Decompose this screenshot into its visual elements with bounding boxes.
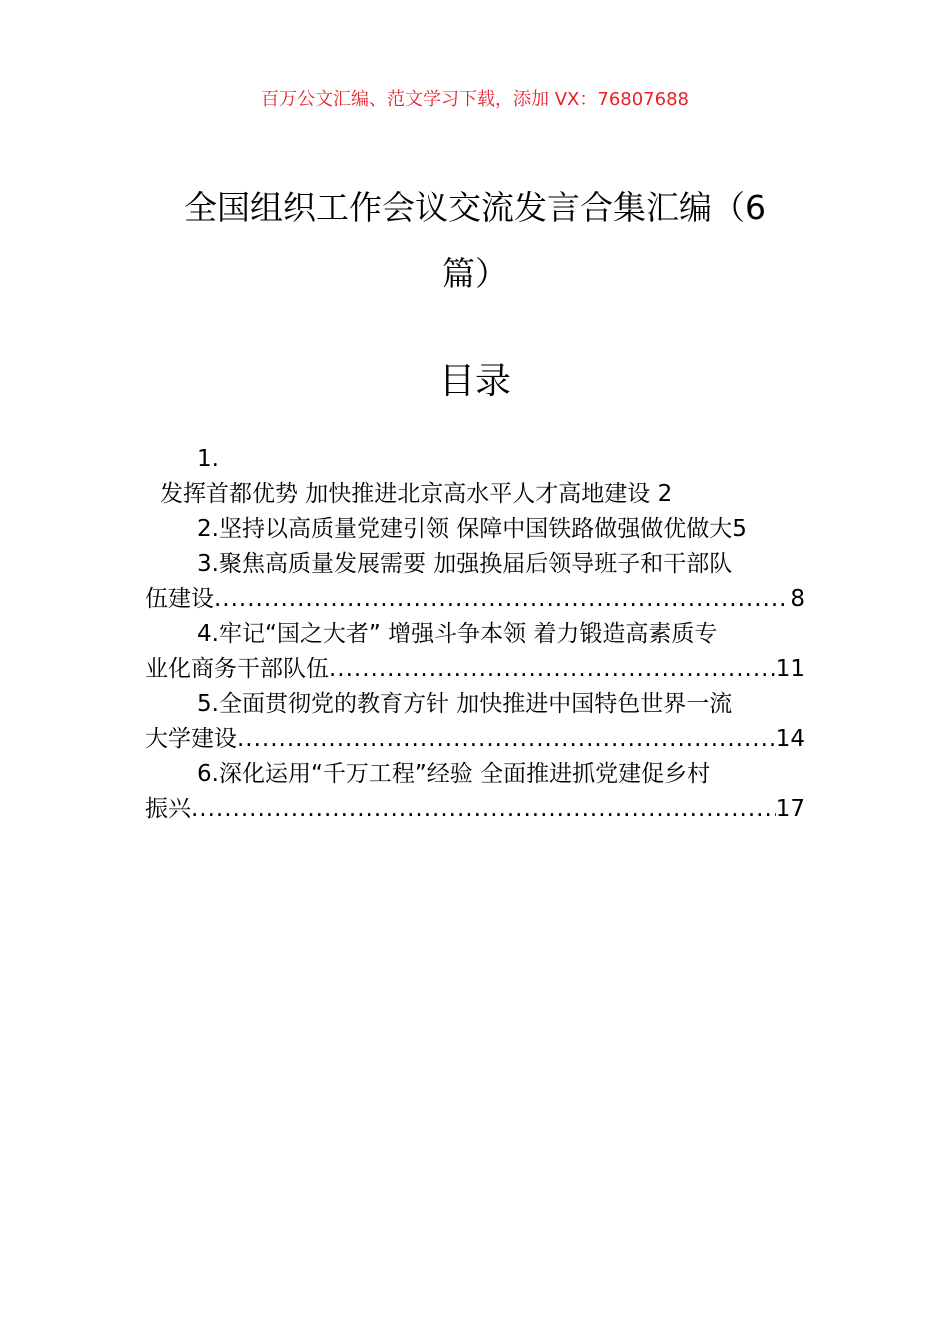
dot-leader bbox=[191, 792, 776, 827]
doc-title-line2: 篇） bbox=[442, 254, 508, 293]
toc-entry-3-line1[interactable]: 3.聚焦高质量发展需要 加强换届后领导班子和干部队 bbox=[197, 551, 733, 577]
toc-entry-4-line1[interactable]: 4.牢记“国之大者” 增强斗争本领 着力锻造高素质专 bbox=[197, 621, 718, 647]
toc-entry-title: 业化商务干部队伍 bbox=[145, 656, 329, 682]
toc-entry-title: 振兴 bbox=[145, 796, 191, 822]
toc-entry-6-line1[interactable]: 6.深化运用“千万工程”经验 全面推进抓党建促乡村 bbox=[197, 761, 711, 787]
dot-leader bbox=[214, 582, 790, 617]
toc-entry-page: 2 bbox=[657, 481, 673, 507]
toc-entry-page: 8 bbox=[790, 586, 805, 612]
toc-entry-title: 2.坚持以高质量党建引领 保障中国铁路做强做优做大 bbox=[197, 516, 733, 542]
toc-entry-3[interactable] bbox=[145, 582, 805, 617]
dot-leader bbox=[237, 722, 776, 757]
toc-entry-page: 17 bbox=[775, 796, 805, 822]
toc-entry-title: 大学建设 bbox=[145, 726, 237, 752]
dot-leader bbox=[329, 652, 776, 687]
doc-title-line1: 全国组织工作会议交流发言合集汇编（6 bbox=[184, 188, 766, 227]
toc-entry-1[interactable] bbox=[160, 477, 820, 512]
toc-entry-6[interactable] bbox=[145, 792, 805, 827]
toc-entry-5[interactable] bbox=[145, 722, 805, 757]
toc-entry-4[interactable] bbox=[145, 652, 805, 687]
toc-entry-title: 伍建设 bbox=[145, 586, 214, 612]
toc-entry-page: 14 bbox=[775, 726, 805, 752]
toc-entry-title: 发挥首都优势 加快推进北京高水平人才高地建设 bbox=[160, 481, 651, 507]
toc-entry-5-line1[interactable]: 5.全面贯彻党的教育方针 加快推进中国特色世界一流 bbox=[197, 691, 733, 717]
toc-entry-2[interactable] bbox=[145, 512, 805, 547]
toc-heading: 目录 bbox=[438, 361, 511, 402]
watermark-header: 百万公文汇编、范文学习下载，添加 VX：76807688 bbox=[261, 89, 689, 110]
toc-entry-page: 11 bbox=[775, 656, 805, 682]
toc-entry-1-number[interactable]: 1. bbox=[197, 446, 219, 472]
toc-entry-page: 5 bbox=[732, 516, 747, 542]
